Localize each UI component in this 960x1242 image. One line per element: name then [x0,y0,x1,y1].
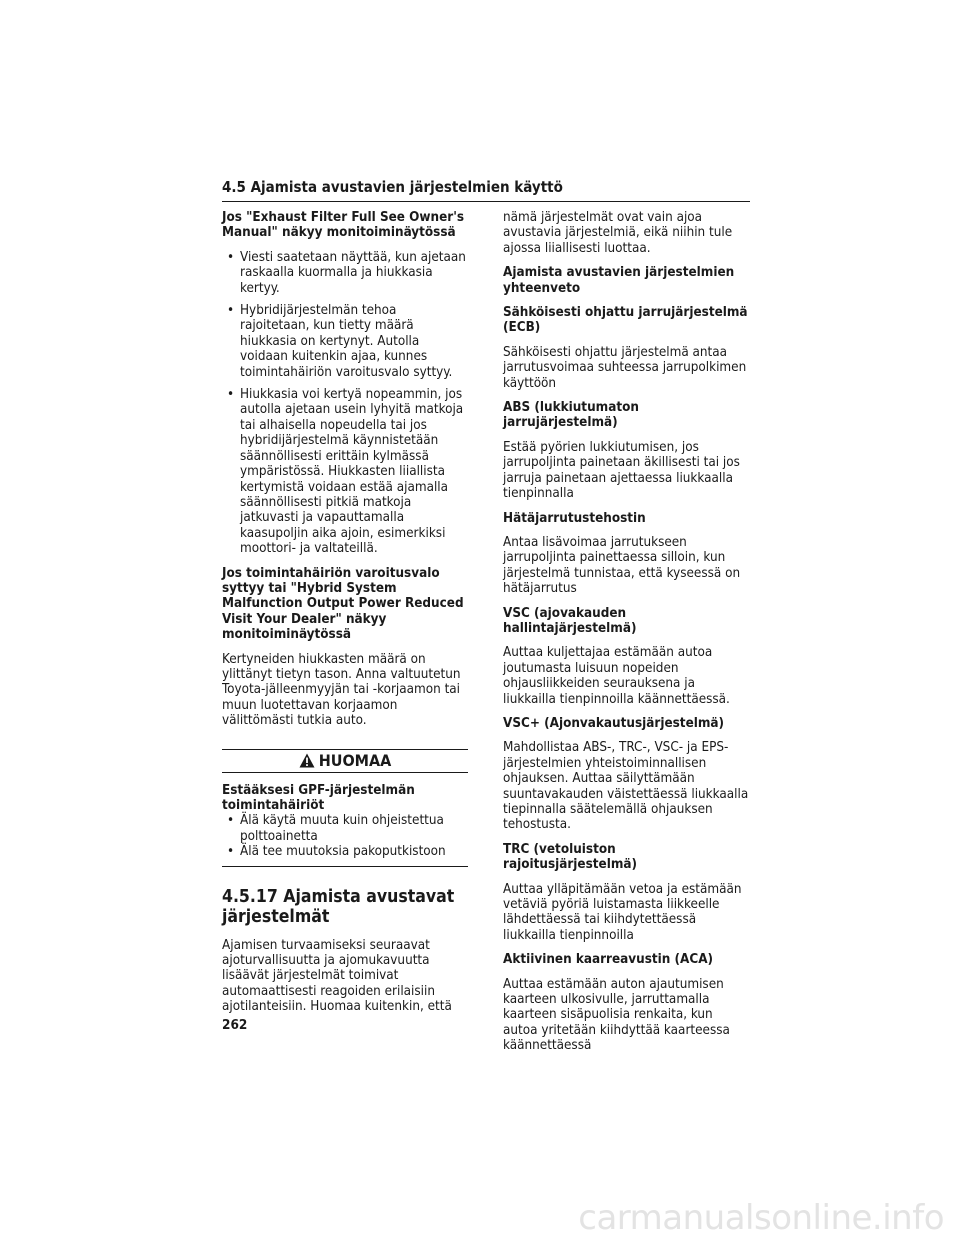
notice-heading: Estääksesi GPF-järjestelmän toimintahäiriöt [222,782,415,813]
system-heading-vsc: VSC (ajovakauden hallintajärjestelmä) [503,605,637,636]
notice-header [222,749,468,773]
warning-triangle-icon [299,753,315,768]
list-item: • Älä tee muutoksia pakoputkistoon [222,844,468,859]
system-heading-ecb: Sähköisesti ohjattu jarrujärjestelmä (ECB) [503,305,748,336]
notice-body [222,773,468,866]
system-heading-aca: Aktiivinen kaarreavustin (ACA) [503,952,714,968]
system-heading-abs: ABS (lukkiutumaton jarrujärjestelmä) [503,400,639,431]
page-number: 262 [222,1017,248,1033]
list-item: • Älä käytä muuta kuin ohjeistettua polttoainetta [222,813,468,844]
intro-continued: nämä järjestelmät ovat vain ajoa avustavia järjestelmiä, eikä niihin tule ajossa liiallisesti luottaa. [503,210,733,256]
system-text-ecb: Sähköisesti ohjattu järjestelmä antaa jarrutusvoimaa suhteessa jarrupolkimen käyttöön [503,344,747,391]
summary-heading: Ajamista avustavien järjestelmien yhteenveto [503,265,735,296]
malfunction-text: Kertyneiden hiukkasten määrä on ylittänyt tietyn tason. Anna valtuutetun Toyota-jälleenmyyjän tai -korjaamon tai muun luotettavan korjaamon välittömästi tutkia auto. [222,651,461,729]
malfunction-heading: Jos toimintahäiriön varoitusvalo syttyy tai "Hybrid System Malfunction Output Power Reduced Visit Your Dealer" näkyy monitoiminäytössä [222,565,464,643]
notice-box [222,749,468,867]
list-item: • Hiukkasia voi kertyä nopeammin, jos autolla ajetaan usein lyhyitä matkoja tai alhaisella nopeudella tai jos hybridijärjestelmä käynnistetään säännöllisesti erittäin kylmässä ympäristössä. Hiukkasten liiallista kertymistä voidaan estää ajamalla säännöllisesti pitkiä matkoja jatkuvasti ja vapauttamalla kaasupoljin aika ajoin, esimerkiksi moottori- ja valtateillä. [222,387,468,556]
system-heading-trc: TRC (vetoluiston rajoitusjärjestelmä) [503,841,638,873]
system-text-vsc: Auttaa kuljettajaa estämään autoa joutumasta luisuun nopeiden ohjausliikkeiden seurauksena ja liukkailla tienpinnoilla käännettäessä. [503,645,730,707]
list-item: • Hybridijärjestelmän tehoa rajoitetaan, kun tietty määrä hiukkasia on kertynyt. Autolla voidaan kuitenkin ajaa, kunnes toimintahäiriön varoitusvalo syttyy. [222,303,468,380]
exhaust-filter-heading: Jos "Exhaust Filter Full See Owner's Manual" näkyy monitoiminäytössä [222,210,465,241]
system-text-trc: Auttaa ylläpitämään vetoa ja estämään vetäviä pyöriä luistamasta liikkeelle lähdettäessä tai kiihdytettäessä liukkailla tienpinnoilla [503,881,742,943]
notice-title: HUOMAA [318,750,392,770]
section-heading: 4.5.17 Ajamista avustavat järjestelmät [222,886,455,927]
notice-list [222,813,468,859]
watermark: carmanualsonline.info [578,1198,944,1238]
system-text-vsc-plus: Mahdollistaa ABS-, TRC-, VSC- ja EPS-järjestelmien yhteistoiminnallisen ohjauksen. Auttaa säilyttämään suuntavakauden väistettäessä liukkaalla tiepinnalla säätelemällä ohjauksen tehostusta. [503,740,749,833]
left-column [222,210,468,1024]
system-text-aca: Auttaa estämään auton ajautumisen kaarteen ulkosivulle, jarruttamalla kaarteen sisäpuolisia renkaita, kun autoa yritetään kiihdyttää kaarteessa käännettäessä [503,976,730,1054]
page-header: 4.5 Ajamista avustavien järjestelmien käyttö [222,178,750,202]
system-heading-vsc-plus: VSC+ (Ajonvakautusjärjestelmä) [503,715,725,731]
system-text-abs: Estää pyörien lukkiutumisen, jos jarrupoljinta painetaan äkillisesti tai jos jarruja painetaan ajettaessa liukkaalla tienpinnalla [503,439,740,502]
list-item: • Viesti saatetaan näyttää, kun ajetaan raskaalla kuormalla ja hiukkasia kertyy. [222,250,468,296]
system-heading-brake-assist: Hätäjarrutustehostin [503,510,646,526]
system-text-brake-assist: Antaa lisävoimaa jarrutukseen jarrupoljinta painettaessa silloin, kun järjestelmä tunnistaa, että kyseessä on hätäjarrutus [503,534,741,597]
exhaust-filter-list [222,250,468,557]
section-intro: Ajamisen turvaamiseksi seuraavat ajoturvallisuutta ja ajomukavuutta lisäävät järjestelmät toimivat automaattisesti reagoiden erilaisiin ajotilanteisiin. Huomaa kuitenkin, että [222,937,452,1015]
right-column [503,210,749,1063]
